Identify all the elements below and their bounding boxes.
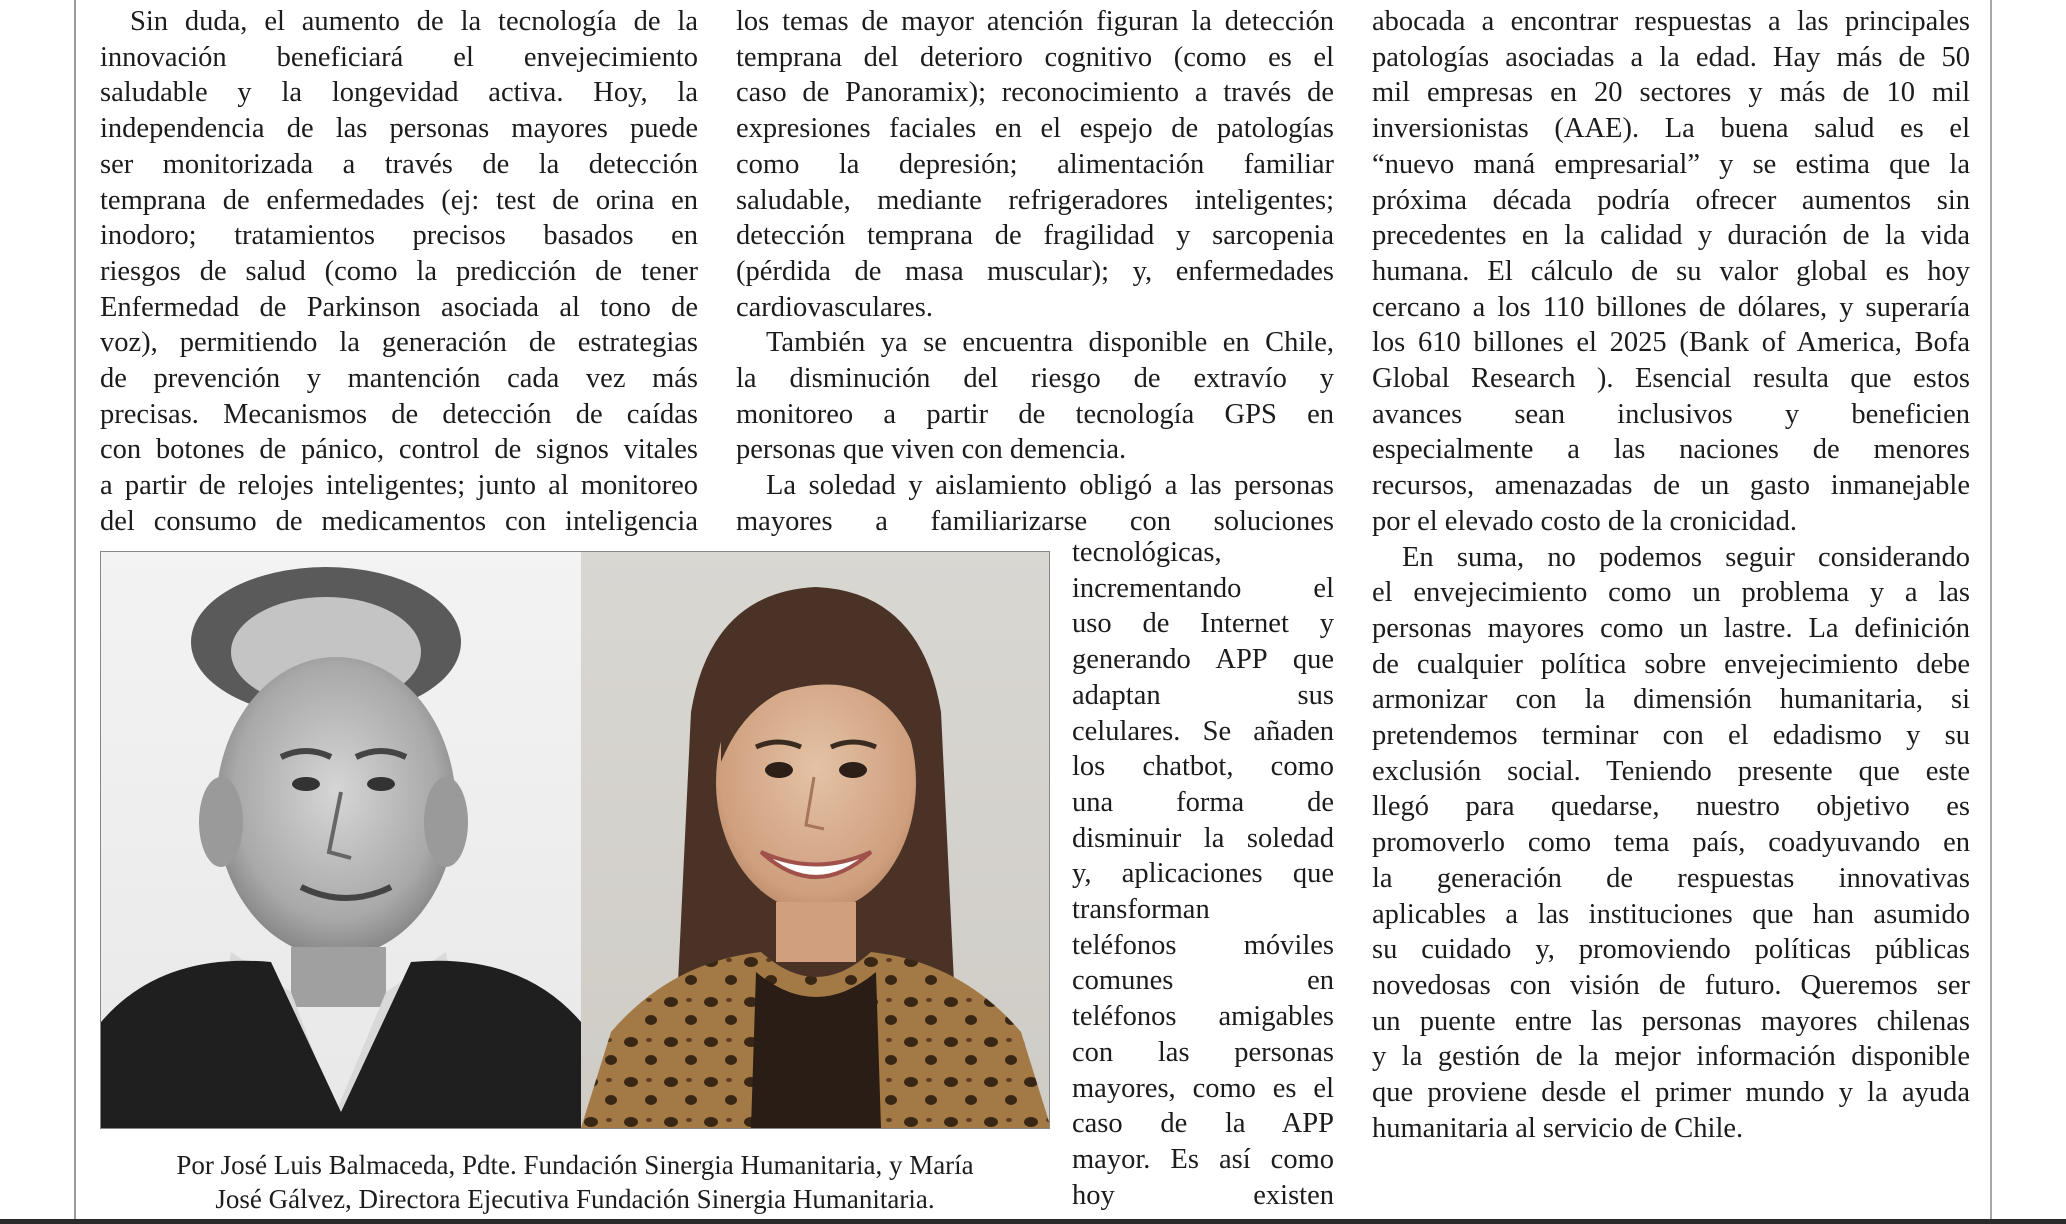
text-line: inversionistas (AAE). La buena salud es el <box>1372 113 1970 145</box>
text-line: teléfonos amigables <box>1072 1001 1334 1033</box>
text-line: temprana del deterioro cognitivo (como es el <box>736 41 1334 73</box>
article-column-2 <box>736 4 1334 540</box>
text-line: mayores, como es el <box>1072 1072 1334 1104</box>
text-line: “nuevo maná empresarial” y se estima que la <box>1372 148 1970 180</box>
authors-photo <box>100 551 1050 1129</box>
text-line: cardiovasculares. <box>736 291 934 323</box>
text-line: disminuir la soledad <box>1072 822 1334 854</box>
text-line: del consumo de medicamentos con inteligencia <box>100 505 698 537</box>
text-line: hoy existen <box>1072 1179 1334 1211</box>
text-line: saludable, mediante refrigeradores inteligentes; <box>736 184 1334 216</box>
text-line: caso de la APP <box>1072 1108 1334 1140</box>
text-line: La soledad y aislamiento obligó a las personas <box>766 470 1334 502</box>
article-column-3 <box>1372 4 1970 1147</box>
text-line: voz), permitiendo la generación de estrategias <box>100 327 698 359</box>
text-line: adaptan sus <box>1072 679 1334 711</box>
text-line: recursos, amenazadas de un gasto inmanejable <box>1372 470 1970 502</box>
text-line: próxima década podría ofrecer aumentos sin <box>1372 184 1970 216</box>
photo-caption <box>96 1148 1054 1216</box>
text-line: También ya se encuentra disponible en Chile, <box>766 327 1334 359</box>
text-line: especialmente a las naciones de menores <box>1372 434 1970 466</box>
text-line: teléfonos móviles <box>1072 929 1334 961</box>
text-line: por el elevado costo de la cronicidad. <box>1372 505 1797 537</box>
text-line: detección temprana de fragilidad y sarcopenia <box>736 220 1334 252</box>
text-line: uso de Internet y <box>1072 608 1334 640</box>
text-line: pretendemos terminar con el edadismo y su <box>1372 720 1970 752</box>
text-line: independencia de las personas mayores puede <box>100 113 698 145</box>
text-line: y, aplicaciones que <box>1072 858 1334 890</box>
man-portrait-illustration <box>101 552 581 1128</box>
text-line: los chatbot, como <box>1072 751 1334 783</box>
text-line: con las personas <box>1072 1036 1334 1068</box>
text-line: expresiones faciales en el espejo de patologías <box>736 113 1334 145</box>
text-line: personas mayores como un lastre. La definición <box>1372 612 1970 644</box>
text-line: generando APP que <box>1072 644 1334 676</box>
text-line: la generación de respuestas innovativas <box>1372 862 1970 894</box>
text-line: comunes en <box>1072 965 1334 997</box>
text-line: innovación beneficiará el envejecimiento <box>100 41 698 73</box>
page-left-edge <box>74 0 76 1224</box>
text-line: tecnológicas, <box>1072 537 1222 568</box>
photo-maria-jose-galvez <box>581 552 1050 1128</box>
text-line: incrementando el <box>1072 572 1334 604</box>
text-line: una forma de <box>1072 786 1334 818</box>
text-line: temprana de enfermedades (ej: test de orina en <box>100 184 698 216</box>
text-line: como la depresión; alimentación familiar <box>736 148 1334 180</box>
text-line: novedosas con visión de futuro. Queremos ser <box>1372 969 1970 1001</box>
text-line: que proviene desde el primer mundo y la ayuda <box>1372 1077 1970 1109</box>
text-line: aplicables a las instituciones que han asumido <box>1372 898 1970 930</box>
text-line: abocada a encontrar respuestas a las principales <box>1372 6 1970 37</box>
text-line: su cuidado y, promoviendo políticas públicas <box>1372 934 1970 966</box>
text-line: monitoreo a partir de tecnología GPS en <box>736 398 1334 430</box>
text-line: mil empresas en 20 sectores y más de 10 mil <box>1372 77 1970 109</box>
text-line: los 610 billones el 2025 (Bank of America, Bofa <box>1372 327 1970 359</box>
article-column-2-wrap <box>1072 535 1334 1213</box>
text-line: inodoro; tratamientos precisos basados en <box>100 220 698 252</box>
text-line: precisas. Mecanismos de detección de caídas <box>100 398 698 430</box>
text-line: Global Research ). Esencial resulta que estos <box>1372 363 1970 395</box>
text-line: mayores a familiarizarse con soluciones <box>736 505 1334 537</box>
text-line: promoverlo como tema país, coadyuvando en <box>1372 827 1970 859</box>
text-line: armonizar con la dimensión humanitaria, si <box>1372 684 1970 716</box>
woman-portrait-illustration <box>581 552 1050 1128</box>
text-line: caso de Panoramix); reconocimiento a través de <box>736 77 1334 109</box>
text-line: humanitaria al servicio de Chile. <box>1372 1112 1744 1144</box>
text-line: avances sean inclusivos y beneficien <box>1372 398 1970 430</box>
text-line: a partir de relojes inteligentes; junto al monitoreo <box>100 470 698 502</box>
caption-line: José Gálvez, Directora Ejecutiva Fundación Sinergia Humanitaria. <box>215 1184 935 1214</box>
text-line: riesgos de salud (como la predicción de tener <box>100 255 698 287</box>
text-line: exclusión social. Teniendo presente que este <box>1372 755 1970 787</box>
text-line: celulares. Se añaden <box>1072 715 1334 747</box>
text-line: llegó para quedarse, nuestro objetivo es <box>1372 791 1970 823</box>
text-line: cercano a los 110 billones de dólares, y superaría <box>1372 291 1970 323</box>
text-line: y la gestión de la mejor información disponible <box>1372 1041 1970 1073</box>
text-line: mayor. Es así como <box>1072 1143 1334 1175</box>
text-line: un puente entre las personas mayores chilenas <box>1372 1005 1970 1037</box>
text-line: Sin duda, el aumento de la tecnología de la <box>130 6 698 37</box>
text-line: patologías asociadas a la edad. Hay más de 50 <box>1372 41 1970 73</box>
photo-jose-luis-balmaceda <box>101 552 581 1128</box>
text-line: de prevención y mantención cada vez más <box>100 363 698 395</box>
text-line: Enfermedad de Parkinson asociada al tono de <box>100 291 698 323</box>
text-line: precedentes en la calidad y duración de la vida <box>1372 220 1970 252</box>
text-line: el envejecimiento como un problema y a las <box>1372 577 1970 609</box>
text-line: En suma, no podemos seguir considerando <box>1402 541 1970 573</box>
page-right-edge <box>1990 0 1992 1224</box>
text-line: con botones de pánico, control de signos vitales <box>100 434 698 466</box>
text-line: saludable y la longevidad activa. Hoy, la <box>100 77 698 109</box>
text-line: los temas de mayor atención figuran la detección <box>736 6 1334 37</box>
caption-line: Por José Luis Balmaceda, Pdte. Fundación Sinergia Humanitaria, y María <box>176 1150 974 1180</box>
article-column-1 <box>100 4 698 540</box>
text-line: ser monitorizada a través de la detección <box>100 148 698 180</box>
text-line: (pérdida de masa muscular); y, enfermedades <box>736 255 1334 287</box>
text-line: humana. El cálculo de su valor global es hoy <box>1372 255 1970 287</box>
text-line: la disminución del riesgo de extravío y <box>736 363 1334 395</box>
page-bottom-edge <box>0 1219 2066 1224</box>
text-line: transforman <box>1072 894 1210 926</box>
text-line: de cualquier política sobre envejecimiento debe <box>1372 648 1970 680</box>
text-line: personas que viven con demencia. <box>736 434 1127 466</box>
